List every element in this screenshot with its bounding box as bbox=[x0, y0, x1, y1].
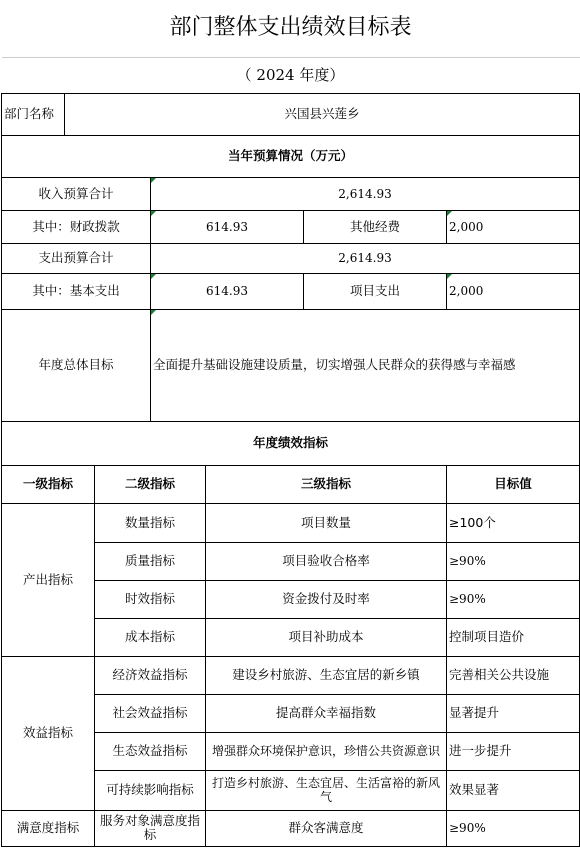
project-expense-label: 项目支出 bbox=[304, 273, 447, 309]
level3-cell: 项目补助成本 bbox=[206, 618, 447, 656]
target-cell: ≥90% bbox=[447, 810, 580, 846]
target-cell: ≥90% bbox=[447, 580, 580, 618]
annual-goal-label: 年度总体目标 bbox=[2, 309, 151, 421]
target-table bbox=[1, 0, 580, 847]
dept-value: 兴国县兴莲乡 bbox=[65, 93, 580, 135]
level2-cell: 服务对象满意度指标 bbox=[95, 810, 206, 846]
target-cell: 显著提升 bbox=[447, 694, 580, 732]
level1-output: 产出指标 bbox=[2, 503, 95, 656]
col-level1: 一级指标 bbox=[2, 465, 95, 503]
col-target: 目标值 bbox=[447, 465, 580, 503]
level2-cell: 质量指标 bbox=[95, 542, 206, 580]
other-funds-value: 2,000 bbox=[447, 210, 580, 243]
level3-cell: 建设乡村旅游、生态宜居的新乡镇 bbox=[206, 656, 447, 694]
col-level3: 三级指标 bbox=[206, 465, 447, 503]
level2-cell: 数量指标 bbox=[95, 503, 206, 542]
income-total-label: 收入预算合计 bbox=[2, 177, 151, 210]
target-cell: 效果显著 bbox=[447, 770, 580, 810]
level3-cell: 提高群众幸福指数 bbox=[206, 694, 447, 732]
basic-expense-label: 其中：基本支出 bbox=[2, 273, 151, 309]
dept-label: 部门名称 bbox=[2, 93, 65, 135]
other-funds-label: 其他经费 bbox=[304, 210, 447, 243]
level3-cell: 群众客满意度 bbox=[206, 810, 447, 846]
level1-benefit: 效益指标 bbox=[2, 656, 95, 810]
fiscal-value: 614.93 bbox=[151, 210, 304, 243]
level2-cell: 经济效益指标 bbox=[95, 656, 206, 694]
page-title: 部门整体支出绩效目标表 bbox=[2, 0, 580, 57]
level3-cell: 项目验收合格率 bbox=[206, 542, 447, 580]
perf-header: 年度绩效指标 bbox=[2, 421, 580, 465]
level3-cell: 项目数量 bbox=[206, 503, 447, 542]
target-cell: ≥100个 bbox=[447, 503, 580, 542]
level1-satisfaction: 满意度指标 bbox=[2, 810, 95, 846]
target-cell: ≥90% bbox=[447, 542, 580, 580]
level2-cell: 可持续影响指标 bbox=[95, 770, 206, 810]
fiscal-label: 其中：财政拨款 bbox=[2, 210, 151, 243]
budget-header: 当年预算情况（万元） bbox=[2, 135, 580, 177]
annual-goal-value: 全面提升基础设施建设质量，切实增强人民群众的获得感与幸福感 bbox=[151, 309, 580, 421]
target-cell: 进一步提升 bbox=[447, 732, 580, 770]
target-cell: 完善相关公共设施 bbox=[447, 656, 580, 694]
income-total-value: 2,614.93 bbox=[151, 177, 580, 210]
level3-cell: 资金拨付及时率 bbox=[206, 580, 447, 618]
level2-cell: 成本指标 bbox=[95, 618, 206, 656]
target-cell: 控制项目造价 bbox=[447, 618, 580, 656]
level3-cell: 打造乡村旅游、生态宜居、生活富裕的新风气 bbox=[206, 770, 447, 810]
level2-cell: 生态效益指标 bbox=[95, 732, 206, 770]
col-level2: 二级指标 bbox=[95, 465, 206, 503]
level3-cell: 增强群众环境保护意识，珍惜公共资源意识 bbox=[206, 732, 447, 770]
expense-total-value: 2,614.93 bbox=[151, 243, 580, 273]
project-expense-value: 2,000 bbox=[447, 273, 580, 309]
basic-expense-value: 614.93 bbox=[151, 273, 304, 309]
level2-cell: 社会效益指标 bbox=[95, 694, 206, 732]
expense-total-label: 支出预算合计 bbox=[2, 243, 151, 273]
year-label: （ 2024 年度） bbox=[2, 57, 580, 93]
level2-cell: 时效指标 bbox=[95, 580, 206, 618]
